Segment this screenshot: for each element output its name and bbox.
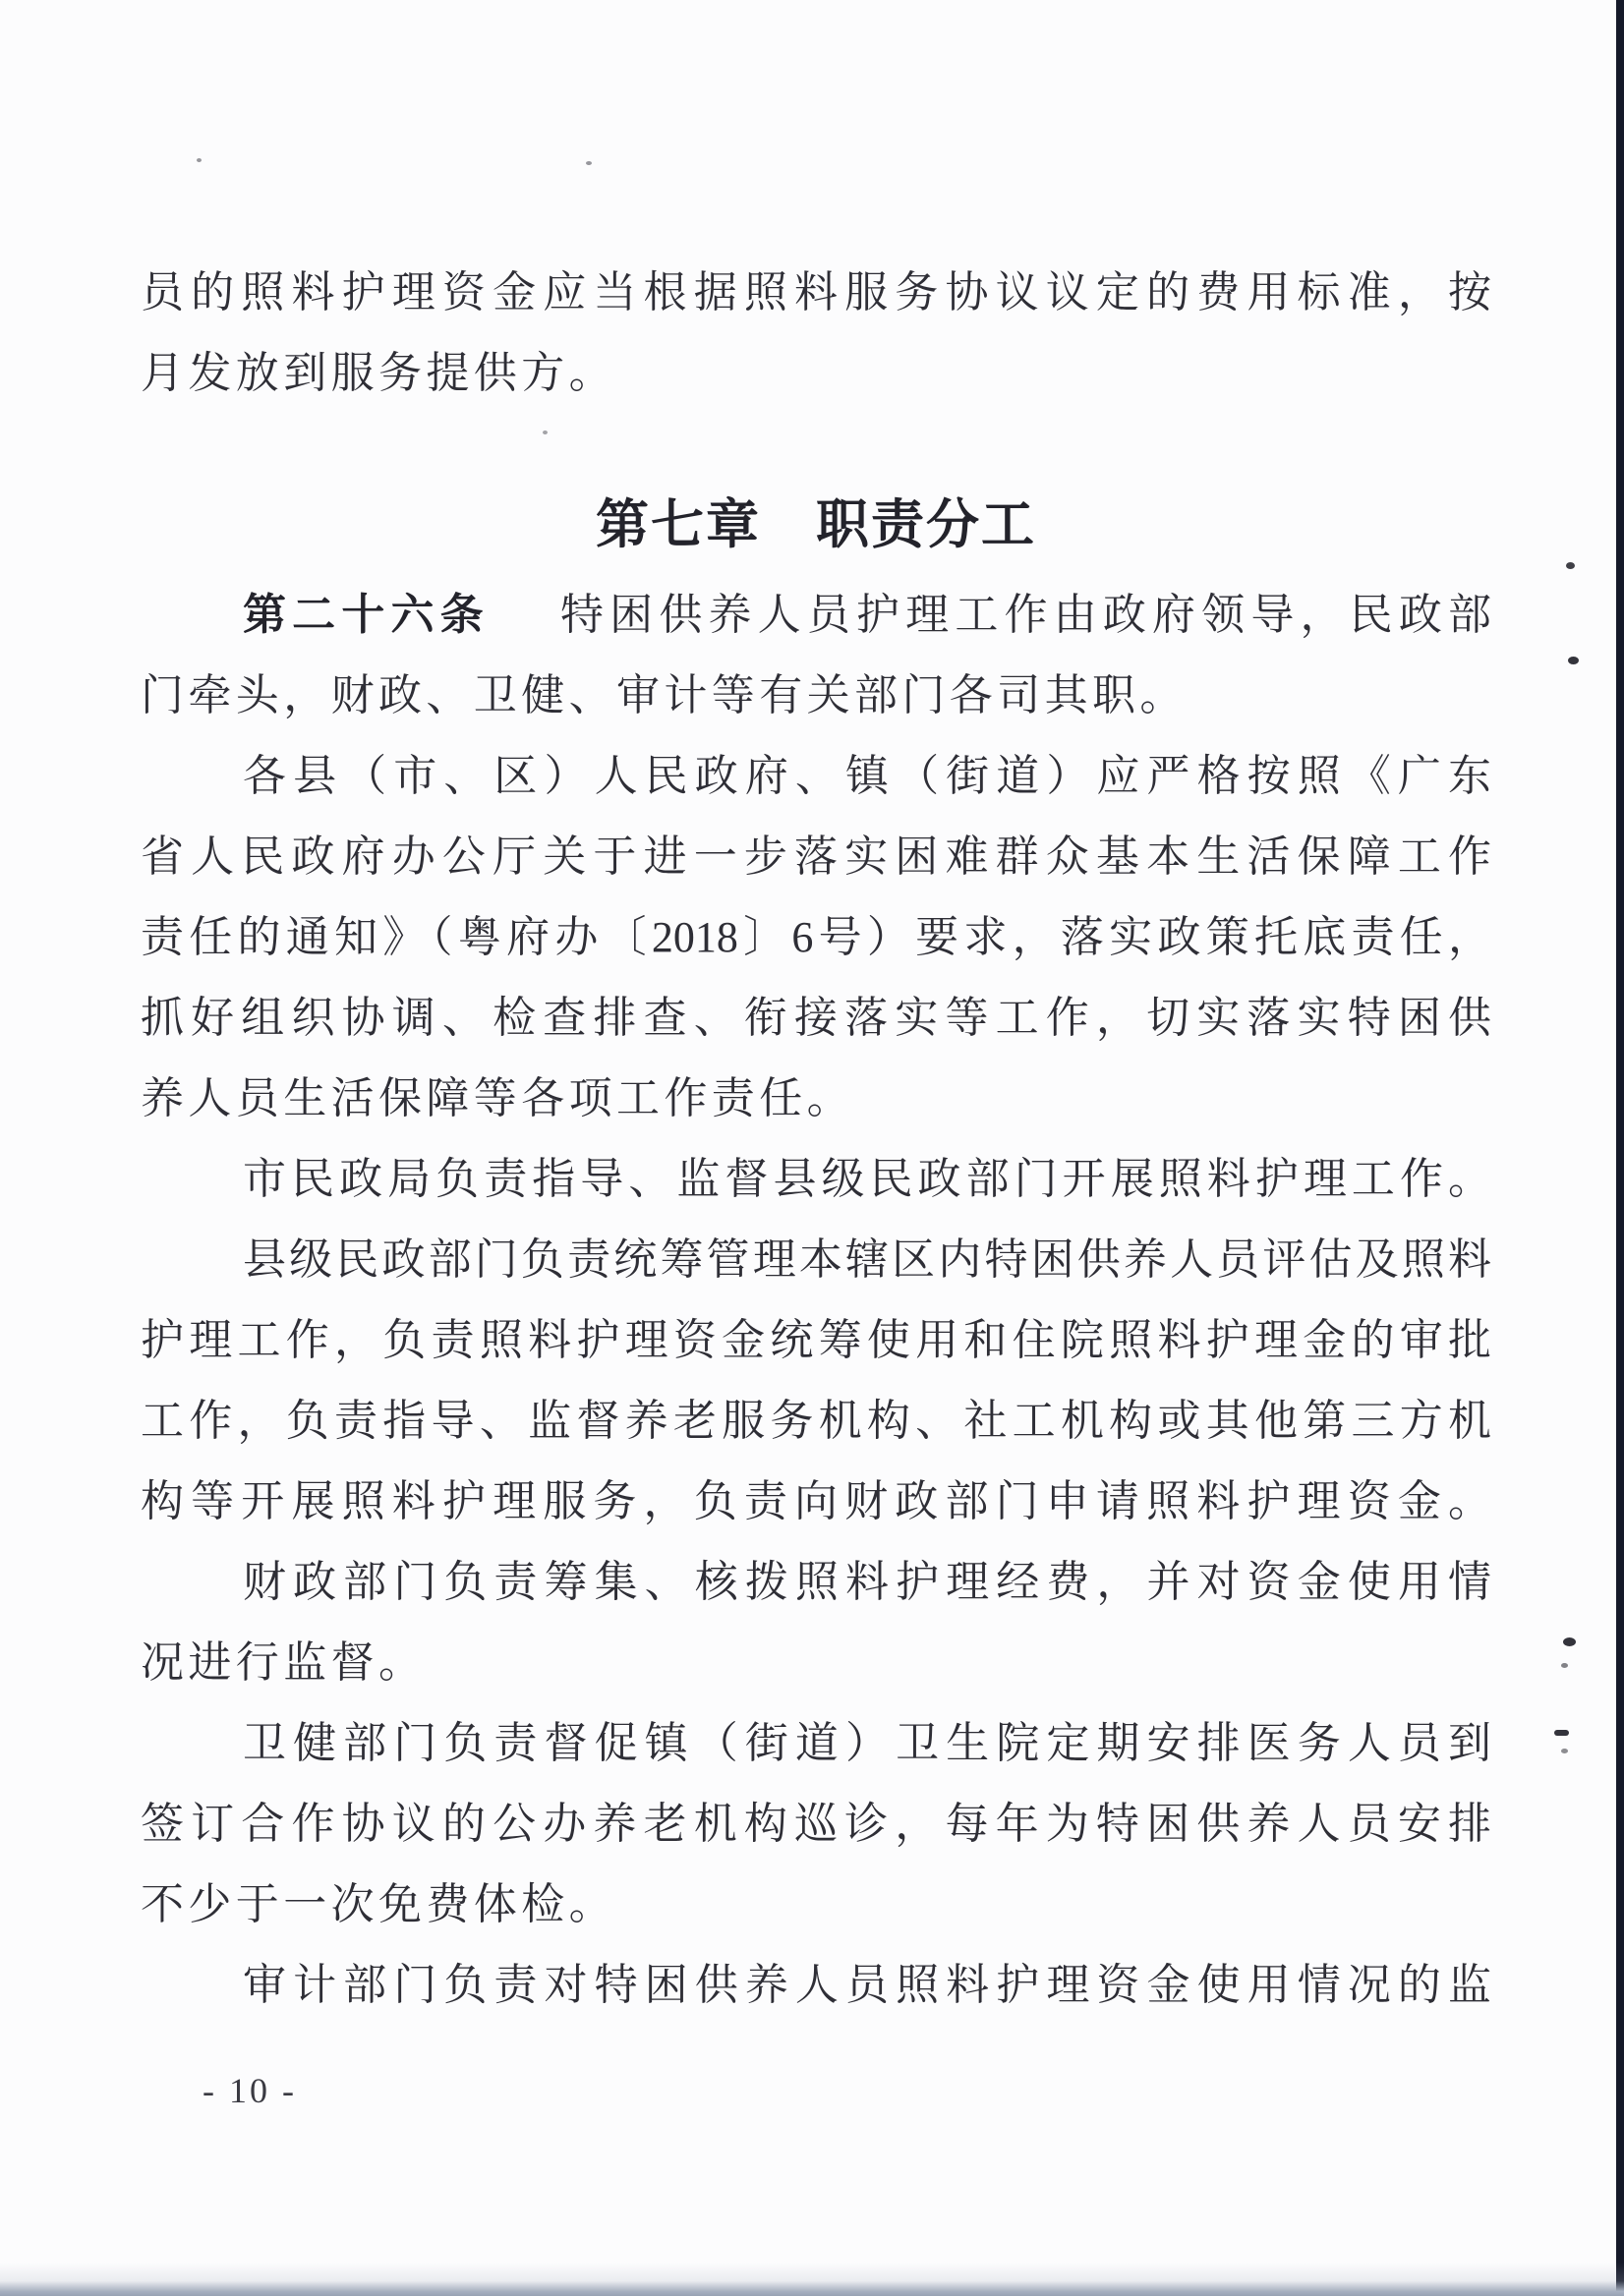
- ink-speck: [543, 430, 548, 434]
- line-text: 卫健部门负责督促镇（街道）卫生院定期安排医务人员到: [243, 1719, 1491, 1767]
- document-line: [141, 817, 1491, 897]
- document-line: [141, 978, 1491, 1059]
- line-text: 构等开展照料护理服务，负责向财政部门申请照料护理资金。: [141, 1477, 1491, 1525]
- document-line: [141, 656, 1491, 736]
- line-text: 县级民政部门负责统筹管理本辖区内特困供养人员评估及照料: [243, 1235, 1491, 1284]
- line-text: 财政部门负责筹集、核拨照料护理经费，并对资金使用情: [243, 1558, 1491, 1606]
- document-line: [141, 1623, 1491, 1703]
- document-line: [141, 1059, 1491, 1139]
- document-line: [141, 1703, 1491, 1784]
- chapter-heading: 第七章 职责分工: [596, 495, 1036, 554]
- document-line: [141, 1220, 1491, 1300]
- line-text: 省人民政府办公厅关于进一步落实困难群众基本生活保障工作: [141, 832, 1491, 881]
- document-line: [141, 253, 1491, 333]
- line-text: 不少于一次免费体检。: [141, 1880, 616, 1928]
- document-line: [141, 1945, 1491, 2026]
- line-text: 月发放到服务提供方。: [141, 349, 616, 397]
- ink-speck: [1568, 657, 1579, 664]
- line-text: 员的照料护理资金应当根据照料服务协议议定的费用标准，按: [141, 268, 1491, 316]
- line-text: 工作，负责指导、监督养老服务机构、社工机构或其他第三方机: [141, 1397, 1491, 1445]
- line-text: 特困供养人员护理工作由政府领导，民政部: [553, 591, 1492, 639]
- document-line: [141, 1542, 1491, 1623]
- line-text: 签订合作协议的公办养老机构巡诊，每年为特困供养人员安排: [141, 1800, 1491, 1848]
- line-text: 况进行监督。: [141, 1638, 427, 1687]
- ink-speck: [1561, 1749, 1568, 1753]
- line-text: 护理工作，负责照料护理资金统筹使用和住院照料护理金的审批: [141, 1316, 1491, 1364]
- document-line: [141, 736, 1491, 817]
- ink-speck: [197, 158, 202, 162]
- document-line: [141, 1784, 1491, 1865]
- document-line: [141, 1865, 1491, 1945]
- ink-speck: [586, 161, 592, 165]
- ink-speck: [1563, 1637, 1576, 1646]
- line-text: 养人员生活保障等各项工作责任。: [141, 1074, 854, 1122]
- line-text: 抓好组织协调、检查排查、衔接落实等工作，切实落实特困供: [141, 994, 1491, 1042]
- scan-edge-bottom: [0, 2263, 1624, 2296]
- line-text: 审计部门负责对特困供养人员照料护理资金使用情况的监: [243, 1961, 1491, 2009]
- article-number: 第二十六条: [243, 591, 490, 639]
- chapter-paragraphs: [141, 575, 1491, 2026]
- scan-edge-right: [1616, 0, 1624, 2296]
- ink-speck: [1561, 1663, 1568, 1668]
- document-line: [141, 575, 1491, 656]
- document-line: [141, 333, 1491, 414]
- document-line: [141, 1462, 1491, 1542]
- line-text: 责任的通知》（粤府办〔2018〕6号）要求，落实政策托底责任，: [141, 913, 1491, 961]
- line-text: 各县（市、区）人民政府、镇（街道）应严格按照《广东: [243, 752, 1491, 800]
- ink-speck: [1554, 1730, 1569, 1736]
- line-text: 市民政局负责指导、监督县级民政部门开展照料护理工作。: [243, 1155, 1491, 1203]
- page-number: - 10 -: [203, 2071, 297, 2110]
- document-line: [141, 1381, 1491, 1462]
- paragraph-continuation: [141, 253, 1491, 414]
- ink-speck: [1566, 562, 1575, 569]
- document-line: [141, 1139, 1491, 1220]
- document-body: [141, 253, 1491, 2026]
- document-line: [141, 1300, 1491, 1381]
- line-text: 门牵头，财政、卫健、审计等有关部门各司其职。: [141, 671, 1188, 719]
- document-line: [141, 897, 1491, 978]
